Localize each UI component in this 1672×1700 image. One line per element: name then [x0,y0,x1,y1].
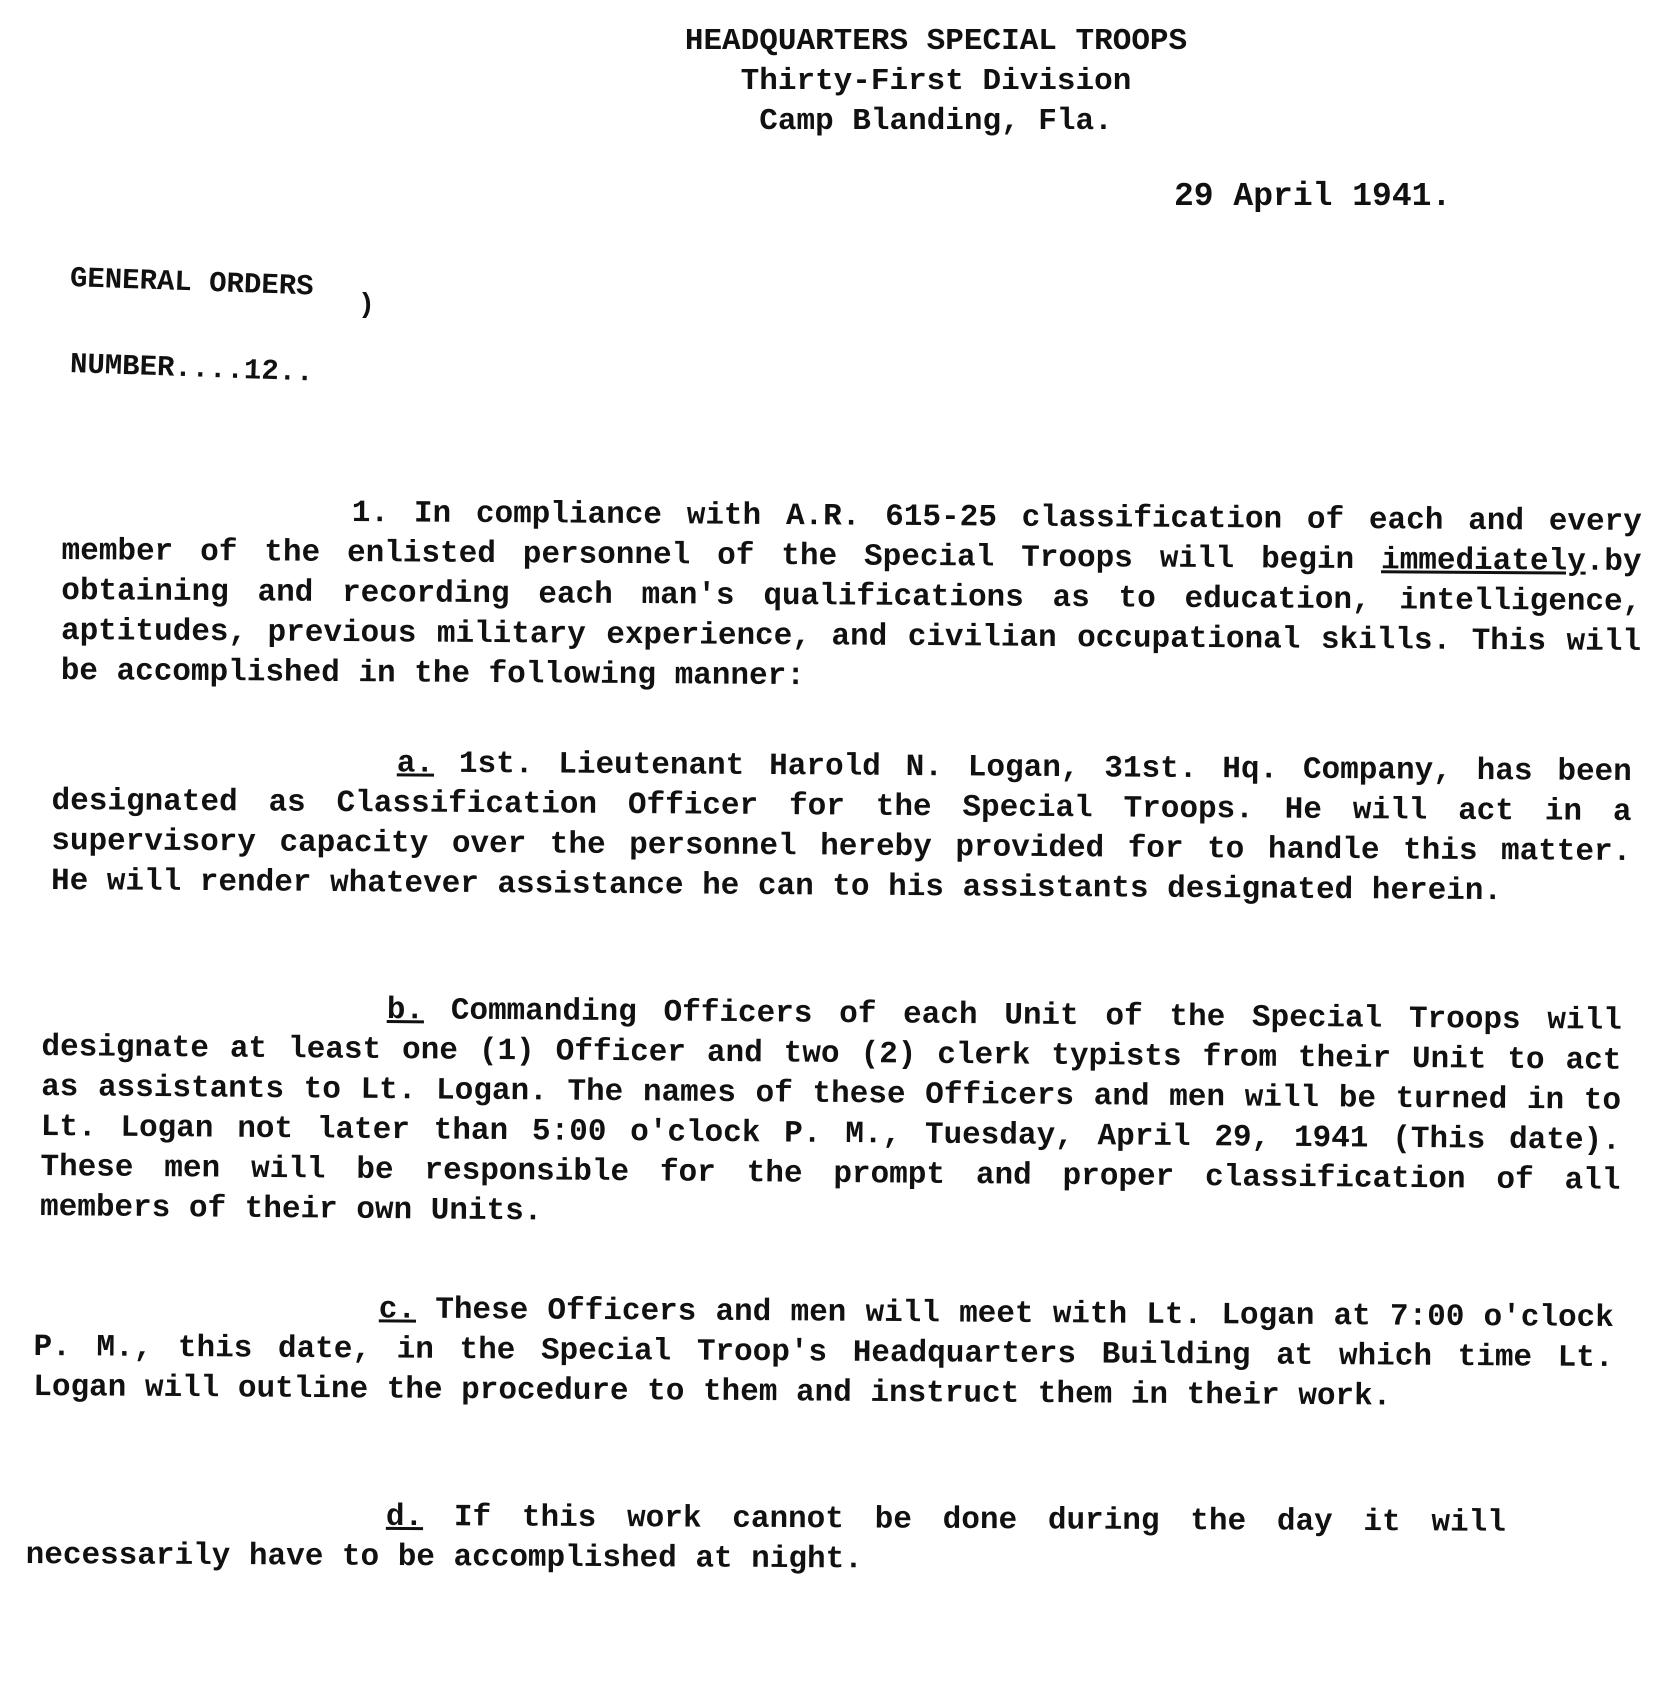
paragraph-a-marker: a. [396,746,435,782]
paragraph-d-text: If this work cannot be done during the day it will necessarily have to be accomplished at night. [25,1500,1506,1578]
paragraph-1-marker: 1. [351,496,390,532]
paragraph-b-text: Commanding Officers of each Unit of the Special Troops will designate at least one (1) Officer and two (2) clerk typists from their Unit to act as assistants to Lt. Logan. The names of these Officers and men will be turned in to Lt. Logan not later than 5:00 o'clock P. M., Tuesday, April 29, 1941 (This date). These men will be responsible for the prompt and proper classification of all members of their own Units. [39,993,1622,1230]
general-orders-block [69,262,315,390]
paragraph-1-rest: .by obtaining and recording each man's qualifications as to education, intelligence, aptitudes, previous military experience, and civilian occupational skills. This will be accomplished in the following manner: [60,544,1642,695]
paragraph-1-underlined: immediately [1380,543,1586,580]
paragraph-c [33,1288,1614,1419]
paragraph-a-text: 1st. Lieutenant Harold N. Logan, 31st. Hq. Company, has been designated as Classification Officer for the Special Troops. He will act in a supervisory capacity over the personnel hereby provided for to handle this matter. He will render whatever assistance he can to his assistants designated herein. [50,746,1632,910]
document-date: 29 April 1941. [1174,178,1452,215]
paragraph-c-text: These Officers and men will meet with Lt. Logan at 7:00 o'clock P. M., this date, in the Special Troop's Headquarters Building at which time Lt. Logan will outline the procedure to them and instruct them in their work. [33,1292,1614,1415]
paragraph-d [26,1496,1506,1584]
paragraph-d-marker: d. [385,1499,424,1536]
general-orders-number: NUMBER....12.. [69,348,315,390]
paragraph-b-marker: b. [386,993,425,1029]
paragraph-c-marker: c. [378,1292,417,1328]
paragraph-b [40,988,1622,1242]
letterhead [0,22,1672,142]
paragraph-1-text: In compliance with A.R. 615-25 classification of each and every member of the enlisted personnel of the Special Troops will begin [61,496,1642,579]
letterhead-line-1: HEADQUARTERS SPECIAL TROOPS [684,24,1188,59]
orders-bracket: ) [358,290,375,321]
general-orders-label: GENERAL ORDERS [69,262,315,304]
letterhead-line-2: Thirty-First Division [740,64,1132,99]
paragraph-1 [61,492,1642,703]
paragraph-a [51,742,1632,913]
letterhead-line-3: Camp Blanding, Fla. [759,104,1113,139]
